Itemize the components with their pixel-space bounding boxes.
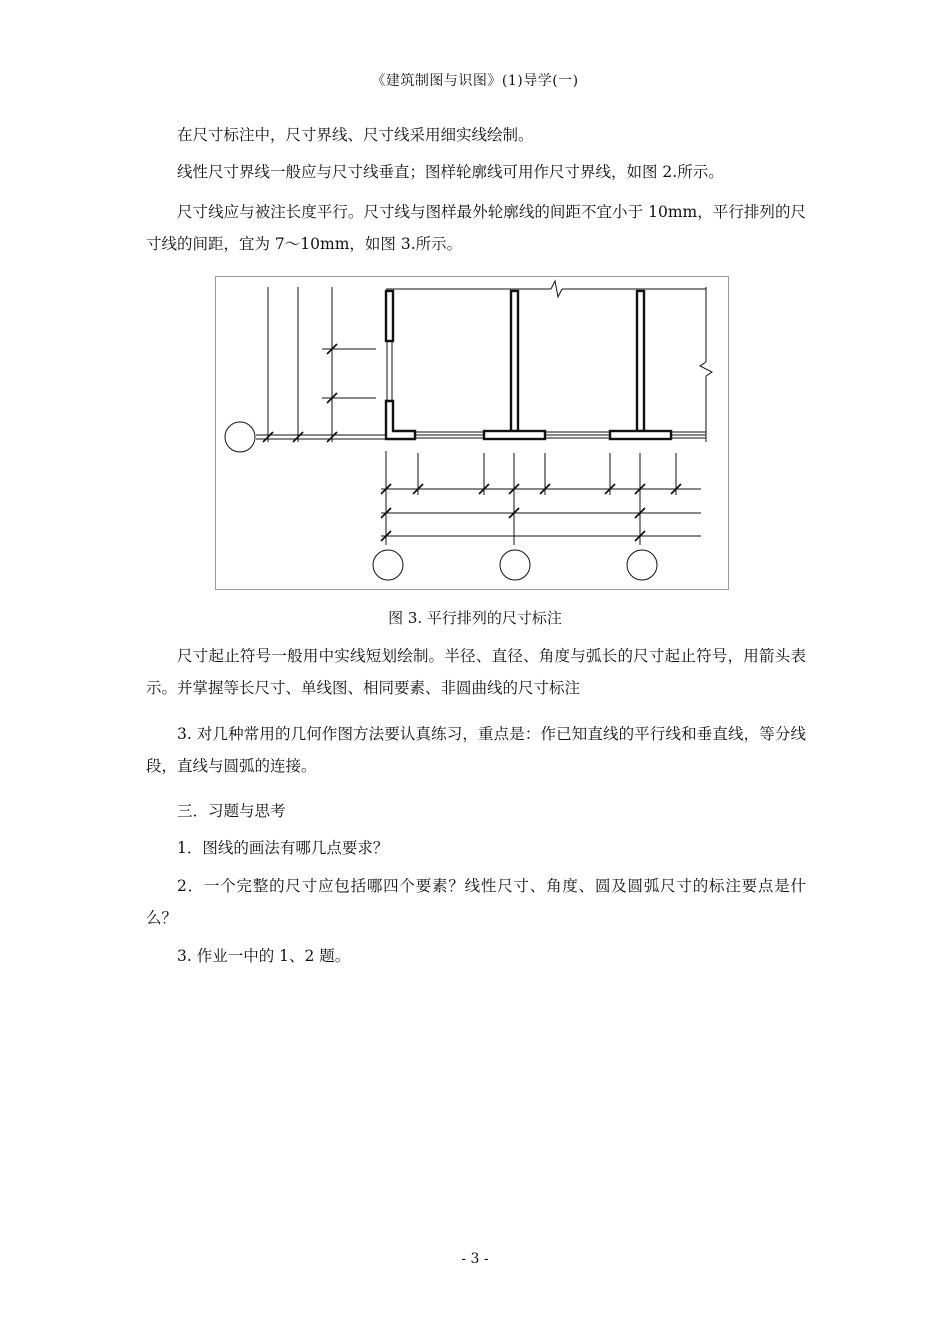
exercise-item-2: 2．一个完整的尺寸应包括哪四个要素？线性尺寸、角度、圆及圆弧尺寸的标注要点是什么？ (146, 877, 806, 927)
exercise-item-3: 3. 作业一中的 1、2 题。 (177, 947, 351, 965)
figure-caption: 图 3. 平行排列的尺寸标注 (388, 609, 562, 627)
section-heading-exercises: 三．习题与思考 (177, 802, 286, 820)
exercise-item-1: 1．图线的画法有哪几点要求？ (177, 839, 389, 857)
paragraph-dimension-lines: 在尺寸标注中，尺寸界线、尺寸线采用细实线绘制。 (177, 126, 534, 144)
paragraph-parallel-dimensions: 尺寸线应与被注长度平行。尺寸线与图样最外轮廓线的间距不宜小于 10mm，平行排列的尺寸线的间距，宜为 7～10mm，如图 3.所示。 (146, 203, 806, 253)
paragraph-terminators: 尺寸起止符号一般用中实线短划绘制。半径、直径、角度与弧长的尺寸起止符号，用箭头表示。并掌握等长尺寸、单线图、相同要素、非圆曲线的尺寸标注 (146, 647, 806, 697)
dimension-drawing (216, 277, 728, 589)
page-number: - 3 - (461, 1251, 489, 1267)
paragraph-extension-lines: 线性尺寸界线一般应与尺寸线垂直；图样轮廓线可用作尺寸界线，如图 2.所示。 (177, 163, 724, 181)
paragraph-geometric-construction: 3. 对几种常用的几何作图方法要认真练习，重点是：作已知直线的平行线和垂直线，等分线段，直线与圆弧的连接。 (146, 725, 806, 775)
figure-parallel-dimensioning (215, 276, 729, 590)
page-header: 《建筑制图与识图》(1)导学(一) (371, 73, 579, 89)
